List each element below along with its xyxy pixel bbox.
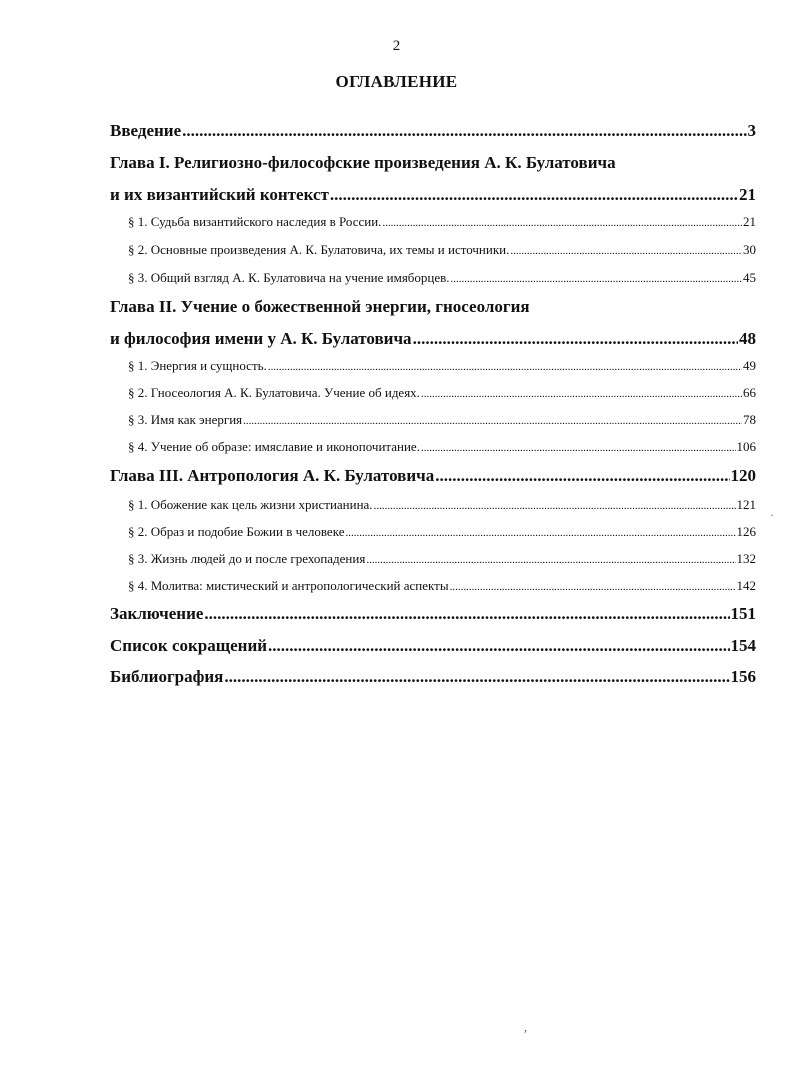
page-title: ОГЛАВЛЕНИЕ <box>335 72 458 91</box>
dot-leader <box>435 466 729 486</box>
toc-label: § 1. Обожение как цель жизни христианина. <box>128 497 373 512</box>
dot-leader <box>382 217 742 229</box>
toc-label: § 3. Общий взгляд А. К. Булатовича на учение имяборцев. <box>128 270 450 285</box>
scan-speck: , <box>524 1020 527 1034</box>
toc-page: 121 <box>736 497 756 512</box>
toc-entry-bibliography[interactable] <box>110 667 756 687</box>
toc-section[interactable] <box>128 385 756 401</box>
toc-section[interactable] <box>128 242 756 258</box>
dot-leader <box>366 554 735 566</box>
toc-entry-chapter3[interactable] <box>110 466 756 486</box>
dot-leader <box>374 500 736 512</box>
toc-section[interactable] <box>128 439 756 455</box>
dot-leader <box>204 604 729 624</box>
toc-label: Список сокращений <box>110 636 268 655</box>
page-number: 2 <box>392 38 401 54</box>
toc-page: 21 <box>743 214 756 229</box>
toc-page: 106 <box>736 439 756 454</box>
toc-entry-abbreviations[interactable] <box>110 636 756 656</box>
toc-page: 3 <box>747 121 756 140</box>
toc-section[interactable] <box>128 214 756 230</box>
toc-label: § 3. Имя как энергия <box>128 412 243 427</box>
toc-chapter2-line1[interactable]: Глава II. Учение о божественной энергии, гносеология <box>110 297 530 316</box>
dot-leader <box>345 527 735 539</box>
scan-speck: · <box>770 508 774 522</box>
dot-leader <box>330 185 738 205</box>
toc-entry-chapter1[interactable] <box>110 185 756 205</box>
toc-label: Заключение <box>110 604 204 623</box>
toc-label: § 3. Жизнь людей до и после грехопадения <box>128 551 366 566</box>
toc-page: 156 <box>730 667 756 686</box>
dot-leader <box>413 329 738 349</box>
toc-label: и их византийский контекст <box>110 185 329 204</box>
toc-label: Глава III. Антропология А. К. Булатовича <box>110 466 435 485</box>
dot-leader <box>243 415 742 427</box>
toc-chapter1-line1[interactable]: Глава I. Религиозно-философские произведения А. К. Булатовича <box>110 153 616 172</box>
toc-page: 48 <box>739 329 756 348</box>
toc-section[interactable] <box>128 270 756 286</box>
toc-page: 21 <box>739 185 756 204</box>
toc-section[interactable] <box>128 497 756 513</box>
dot-leader <box>268 361 742 373</box>
toc-label: Библиография <box>110 667 224 686</box>
toc-page: 154 <box>730 636 756 655</box>
dot-leader <box>224 667 729 687</box>
toc-label: § 1. Судьба византийского наследия в России. <box>128 214 382 229</box>
toc-label: § 4. Учение об образе: имяславие и иконопочитание. <box>128 439 420 454</box>
dot-leader <box>451 273 742 285</box>
dot-leader <box>421 388 742 400</box>
toc-page: 120 <box>730 466 756 485</box>
toc-entry-intro[interactable] <box>110 121 756 141</box>
toc-label: и философия имени у А. К. Булатовича <box>110 329 412 348</box>
toc-label: § 1. Энергия и сущность. <box>128 358 267 373</box>
toc-page: 126 <box>736 524 756 539</box>
toc-entry-chapter2[interactable] <box>110 329 756 349</box>
toc-section[interactable] <box>128 551 756 567</box>
dot-leader <box>510 245 742 257</box>
dot-leader <box>182 121 746 141</box>
toc-label: Введение <box>110 121 182 140</box>
toc-page: 142 <box>736 578 756 593</box>
toc-page: 49 <box>743 358 756 373</box>
toc-section[interactable] <box>128 524 756 540</box>
toc-page: 45 <box>743 270 756 285</box>
toc-page: 132 <box>736 551 756 566</box>
toc-label: § 4. Молитва: мистический и антропологический аспекты <box>128 578 449 593</box>
toc-section[interactable] <box>128 358 756 374</box>
toc-page: 78 <box>743 412 756 427</box>
toc-label: § 2. Образ и подобие Божии в человеке <box>128 524 345 539</box>
toc-label: § 2. Основные произведения А. К. Булатовича, их темы и источники. <box>128 242 510 257</box>
dot-leader <box>421 442 736 454</box>
toc-entry-conclusion[interactable] <box>110 604 756 624</box>
toc-page: 66 <box>743 385 756 400</box>
dot-leader <box>450 581 736 593</box>
dot-leader <box>268 636 729 656</box>
toc-label: § 2. Гносеология А. К. Булатовича. Учение об идеях. <box>128 385 420 400</box>
toc-page: 30 <box>743 242 756 257</box>
toc-section[interactable] <box>128 578 756 594</box>
toc-page: 151 <box>730 604 756 623</box>
toc-section[interactable] <box>128 412 756 428</box>
